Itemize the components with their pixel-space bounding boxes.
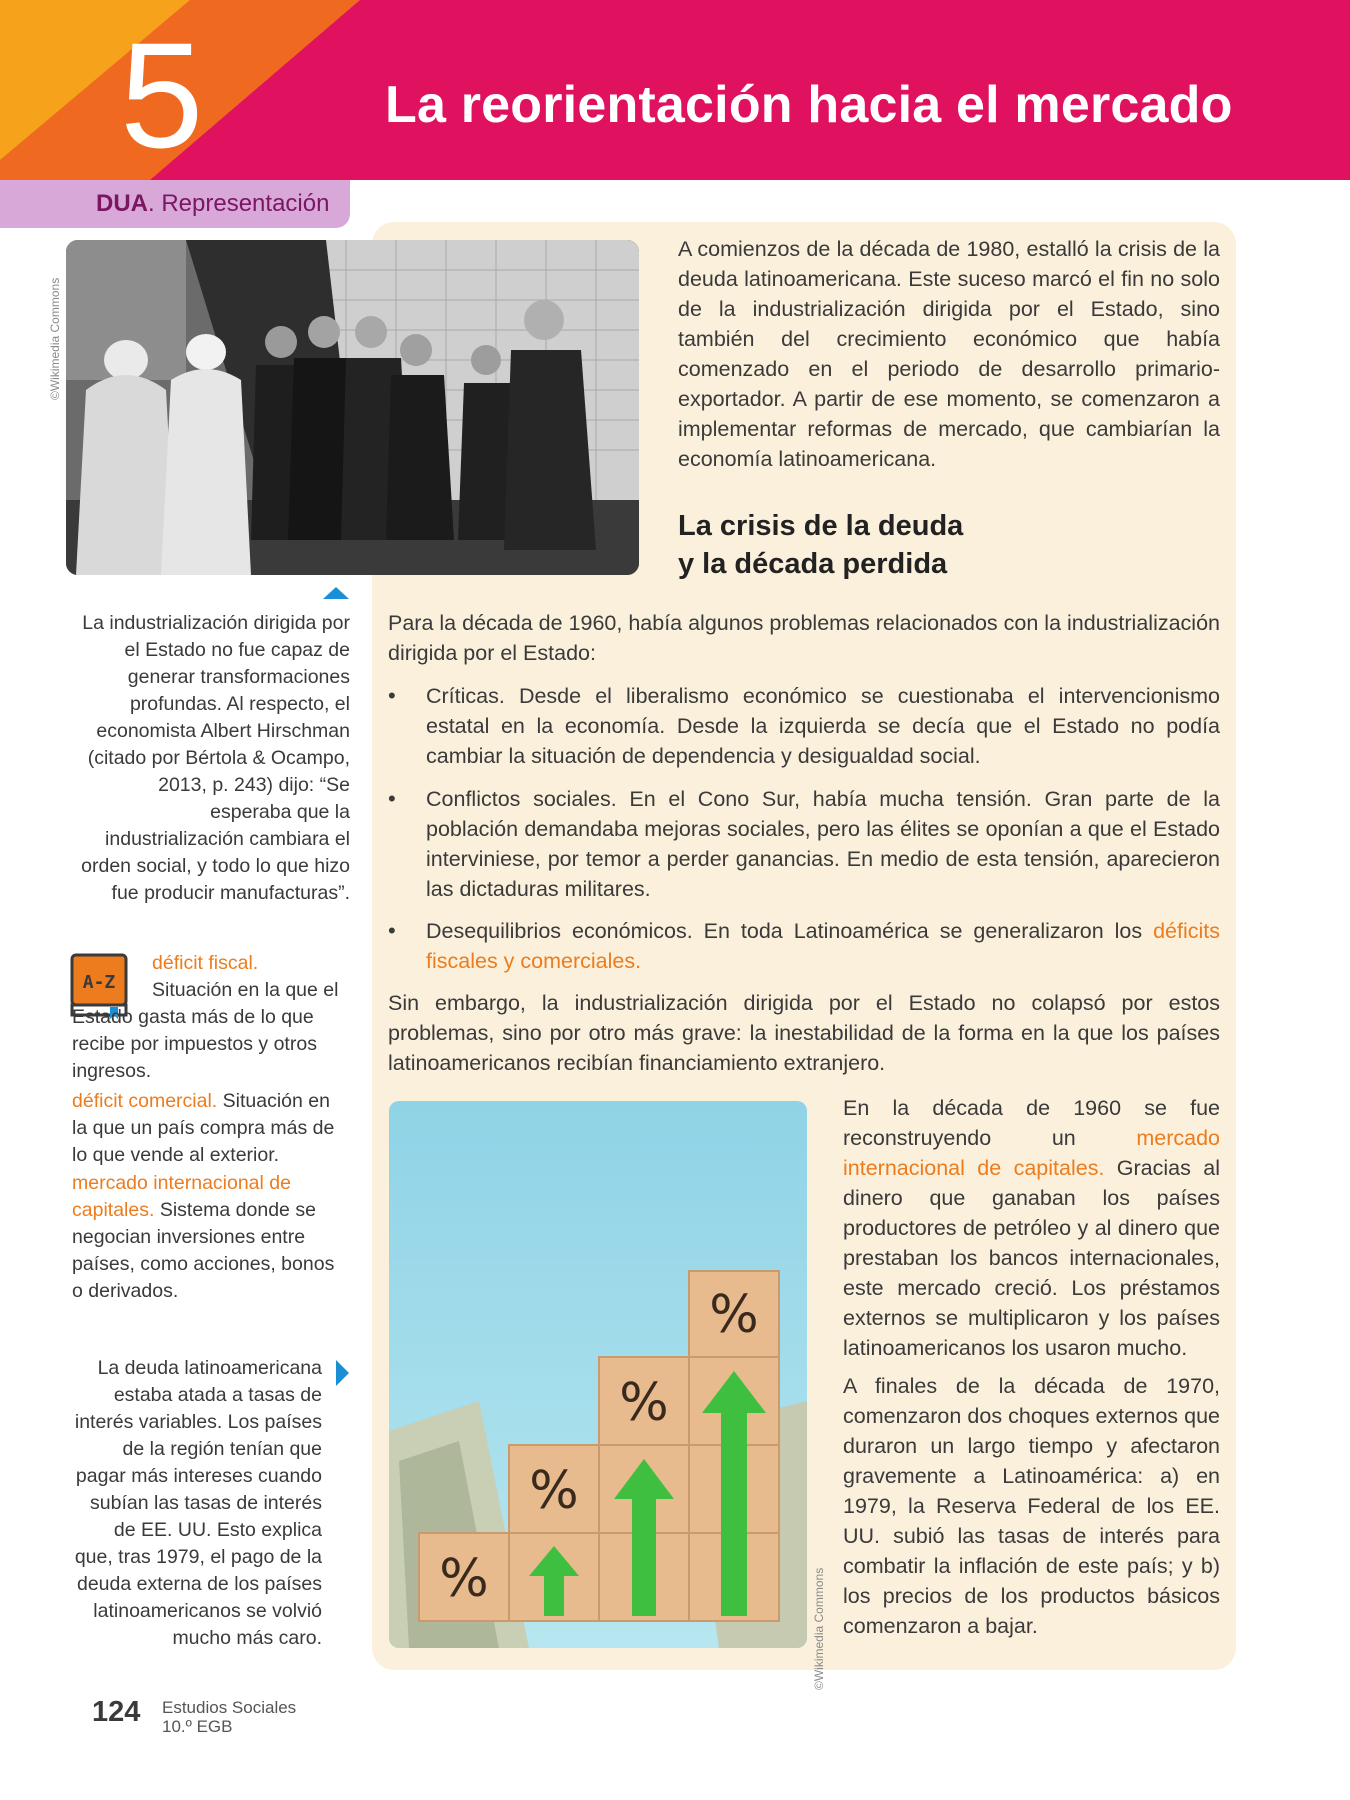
percent-blocks-photo bbox=[389, 1101, 807, 1648]
footer-book-title: Estudios Sociales bbox=[162, 1698, 297, 1717]
percent-glyph: % bbox=[619, 1373, 669, 1433]
sidebar-debt-note: La deuda latinoamericana estaba atada a tasas de interés variables. Los países de la región tenían que pagar más intereses cuando subían las tasas de interés de EE. UU. Esto explica que, tras 1979, el pago de la deuda externa de los países latinoamericanos se volvió mucho más caro. bbox=[74, 1357, 322, 1649]
percent-glyph: % bbox=[529, 1461, 579, 1521]
page-number: 124 bbox=[92, 1696, 141, 1728]
glossary-definition-text: Situación en la que el Estado gasta más de lo que recibe por impuestos y otros ingresos. bbox=[72, 979, 339, 1082]
photo-credit: ©Wikimedia Commons bbox=[812, 1567, 826, 1690]
bullet-item bbox=[388, 784, 1220, 904]
factory-photo-illustration bbox=[66, 240, 639, 575]
footer-book-info bbox=[162, 1698, 296, 1736]
bullet-marker: • bbox=[388, 918, 396, 943]
photo-credit: ©Wikimedia Commons bbox=[48, 277, 62, 400]
sidebar-quote: La industrialización dirigida por el Estado no fue capaz de generar transformaciones profundas. Al respecto, el economista Albert Hirschman (citado por Bértola & Ocampo, 2013, p. 243) dijo: “Se esperaba que la industrialización cambiara el orden social, y todo lo que hizo fue producir manufacturas”. bbox=[81, 612, 350, 904]
bullet-marker: • bbox=[388, 683, 396, 708]
glossary-term: déficit fiscal. bbox=[152, 952, 259, 974]
dua-label bbox=[96, 190, 329, 218]
right-arrow-icon bbox=[336, 1360, 349, 1386]
glossary-highlight-deficits: déficits fiscales y comerciales. bbox=[426, 919, 1220, 973]
factory-photo bbox=[66, 240, 639, 575]
bullet-item bbox=[388, 681, 1220, 771]
glossary-entry bbox=[72, 950, 350, 1085]
glossary-highlight-mercado: mercado internacional de capitales. bbox=[843, 1126, 1220, 1180]
paragraph-1960: Para la década de 1960, había algunos problemas relacionados con la industrialización dirigida por el Estado: bbox=[388, 611, 1220, 665]
bullet-text: Críticas. Desde el liberalismo económico se cuestionaba el intervencionismo estatal en la economía. Desde la izquierda se decía que el Estado no podía cambiar la situación de dependencia y desigualdad social. bbox=[426, 684, 1220, 768]
section-title bbox=[678, 507, 1218, 583]
dua-rest: . Representación bbox=[148, 190, 330, 217]
glossary-definition bbox=[72, 977, 350, 1085]
percent-blocks-illustration bbox=[389, 1101, 807, 1648]
paragraph-sin-embargo: Sin embargo, la industrialización dirigida por el Estado no colapsó por estos problemas, sino por otro más grave: la inestabilidad de la forma en la que los países latinoamericanos recibían financiamiento extranjero. bbox=[388, 991, 1220, 1075]
bullet-text-part: Desequilibrios económicos. En toda Latinoamérica se generalizaron los bbox=[426, 919, 1154, 943]
glossary-entry bbox=[72, 1170, 350, 1305]
up-arrow-icon bbox=[323, 587, 349, 599]
section-title-line1: La crisis de la deuda bbox=[678, 510, 964, 542]
bullet-marker: • bbox=[388, 786, 396, 811]
paragraph-part: Gracias al dinero que ganaban los países productores de petróleo y al dinero que prestaban los bancos internacionales, este mercado creció. Los préstamos externos se multiplicaron y los países latinoamericanos los usaron mucho. bbox=[843, 1156, 1220, 1360]
dua-strong: DUA bbox=[96, 190, 148, 217]
bullet-item bbox=[388, 916, 1220, 976]
glossary-term: déficit comercial. bbox=[72, 1090, 218, 1112]
glossary-term: mercado internacional de capitales. bbox=[72, 1172, 291, 1221]
paragraph-finales: A finales de la década de 1970, comenzaron dos choques externos que duraron un largo tiempo y afectaron gravemente a Latinoamérica: a) en 1979, la Reserva Federal de los EE. UU. subió las tasas de interés para combatir la inflación de este país; y b) los precios de los productos básicos comenzaron a bajar. bbox=[843, 1374, 1220, 1638]
bullet-text bbox=[426, 916, 1220, 976]
section-title-line2: y la década perdida bbox=[678, 548, 948, 580]
glossary-definition: Sistema donde se negocian inversiones entre países, como acciones, bonos o derivados. bbox=[72, 1199, 335, 1302]
unit-number: 5 bbox=[120, 11, 204, 179]
paragraph-part: En la década de 1960 se fue reconstruyendo un bbox=[843, 1096, 1220, 1150]
intro-paragraph: A comienzos de la década de 1980, estalló la crisis de la deuda latinoamericana. Este suceso marcó el fin no solo de la industrialización dirigida por el Estado, sino también del crecimiento económico que había comenzado en el periodo de desarrollo primario-exportador. A partir de ese momento, se comenzaron a implementar reformas de mercado, que cambiarían la economía latinoamericana. bbox=[678, 237, 1220, 471]
percent-glyph: % bbox=[439, 1549, 489, 1609]
glossary-icon-text: A-Z bbox=[82, 972, 116, 993]
glossary-entry bbox=[72, 1088, 350, 1169]
percent-glyph: % bbox=[709, 1285, 759, 1345]
paragraph-mercado bbox=[843, 1093, 1220, 1363]
glossary-definition: Situación en la que un país compra más de lo que vende al exterior. bbox=[72, 1090, 335, 1166]
bullet-text: Conflictos sociales. En el Cono Sur, había mucha tensión. Gran parte de la población demandaba mejoras sociales, pero las élites se oponían a que el Estado interviniese, por temor a perder ganancias. En medio de esta tensión, aparecieron las dictaduras militares. bbox=[426, 787, 1220, 901]
footer-grade: 10.º EGB bbox=[162, 1717, 233, 1736]
page-title: La reorientación hacia el mercado bbox=[385, 76, 1233, 134]
